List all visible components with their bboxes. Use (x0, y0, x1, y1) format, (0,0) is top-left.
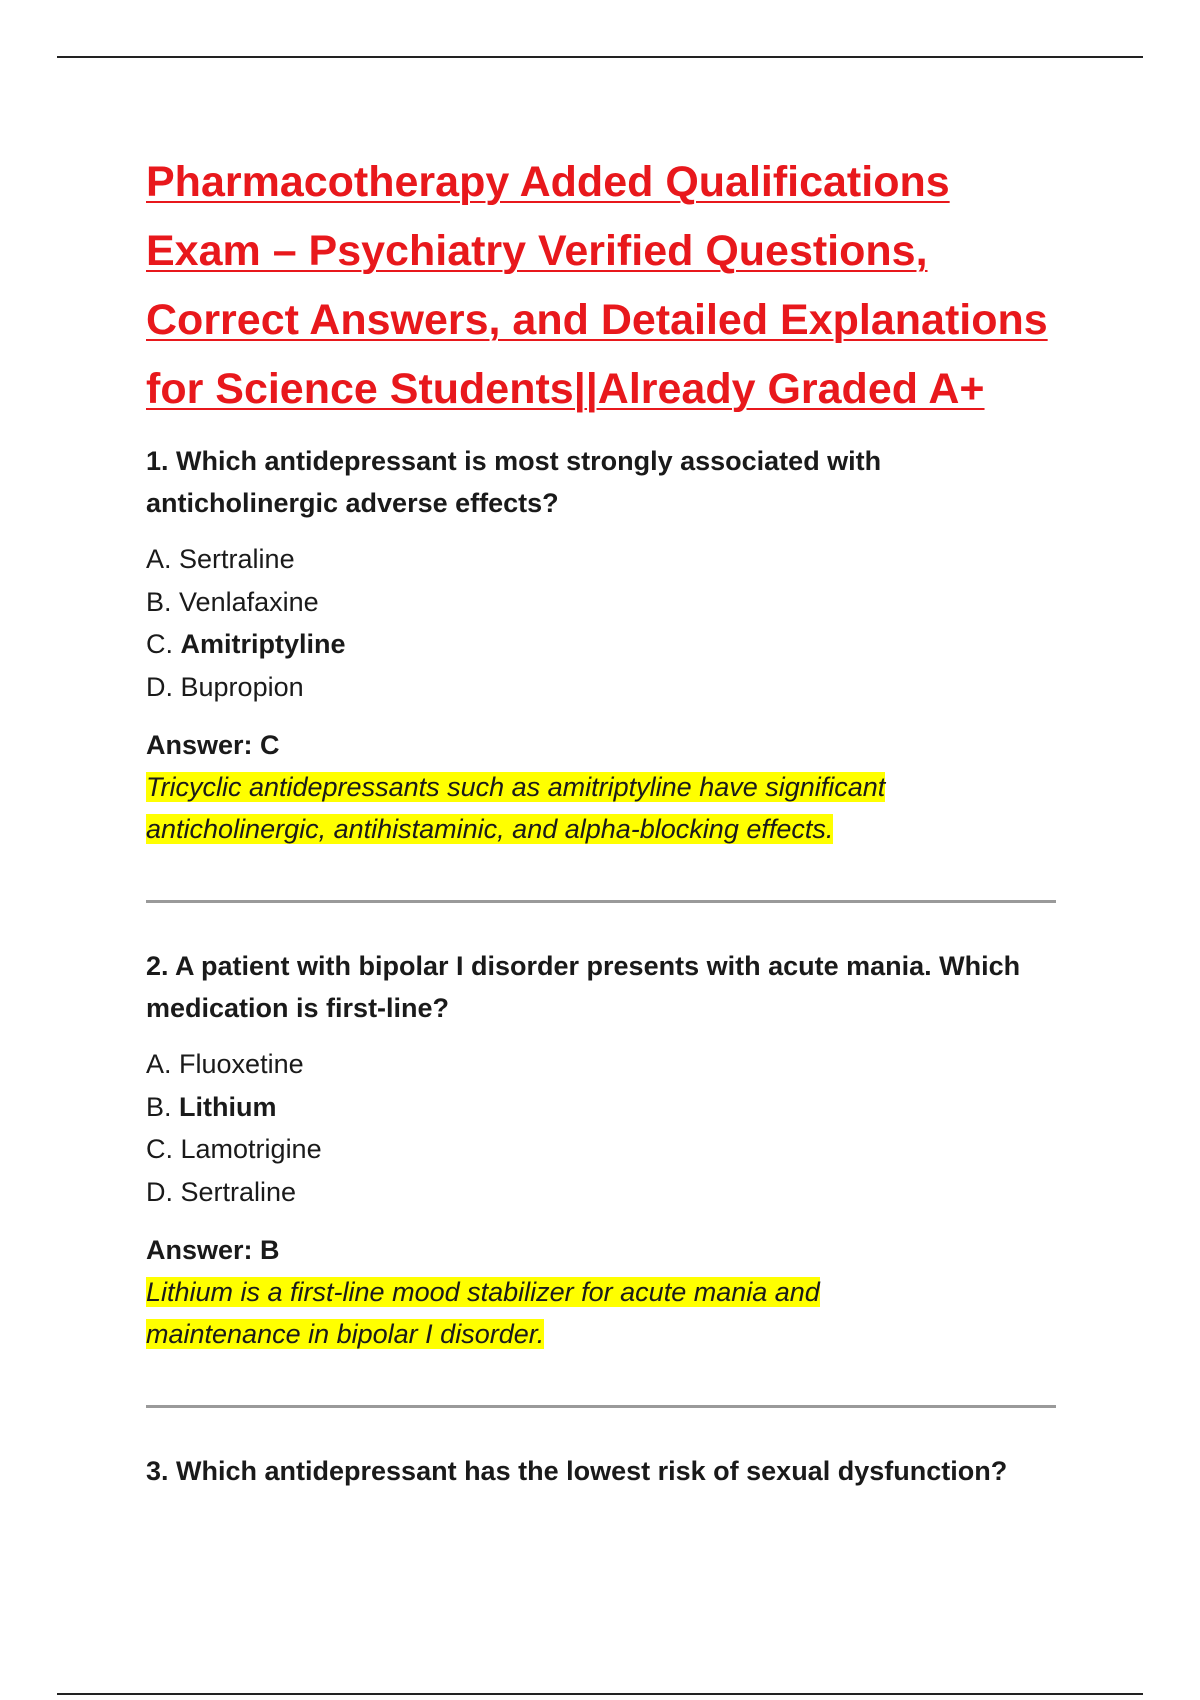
option-d: D. Bupropion (146, 671, 304, 702)
option-d: D. Sertraline (146, 1176, 297, 1207)
option-b: B. Venlafaxine (146, 586, 319, 617)
answer-explanation: Lithium is a first-line mood stabilizer for acute mania and maintenance in bipolar I disorder. (146, 1277, 820, 1349)
option-b: B. Lithium (146, 1091, 277, 1122)
answer-label: Answer: B (146, 1235, 280, 1265)
option-c: C. Amitriptyline (146, 629, 346, 659)
option-c: C. Lamotrigine (146, 1134, 322, 1164)
option-a: A. Fluoxetine (146, 1049, 304, 1079)
question-text: 3. Which antidepressant has the lowest risk of sexual dysfunction? (146, 1456, 1008, 1486)
answer-label: Answer: C (146, 730, 280, 760)
question-1 (146, 440, 1066, 850)
question-3 (146, 1450, 1066, 1492)
question-text: 2. A patient with bipolar I disorder presents with acute mania. Which medication is first-line? (146, 951, 1021, 1023)
page-bottom-rule (57, 1693, 1143, 1695)
question-text: 1. Which antidepressant is most strongly associated with anticholinergic adverse effects? (146, 446, 882, 518)
answer-explanation: Tricyclic antidepressants such as amitriptyline have significant anticholinergic, antihistaminic, and alpha-blocking effects. (146, 772, 886, 844)
document-title: Pharmacotherapy Added Qualifications Exam – Psychiatry Verified Questions, Correct Answers, and Detailed Explanations for Science Students||Already Graded A+ (146, 158, 1048, 413)
answer-options (146, 538, 1066, 708)
answer-options (146, 1043, 1066, 1213)
question-2 (146, 945, 1066, 1355)
document-body (146, 148, 1066, 1492)
question-separator (146, 900, 1056, 903)
page-top-rule (57, 56, 1143, 58)
option-a: A. Sertraline (146, 544, 295, 574)
question-separator (146, 1405, 1056, 1408)
